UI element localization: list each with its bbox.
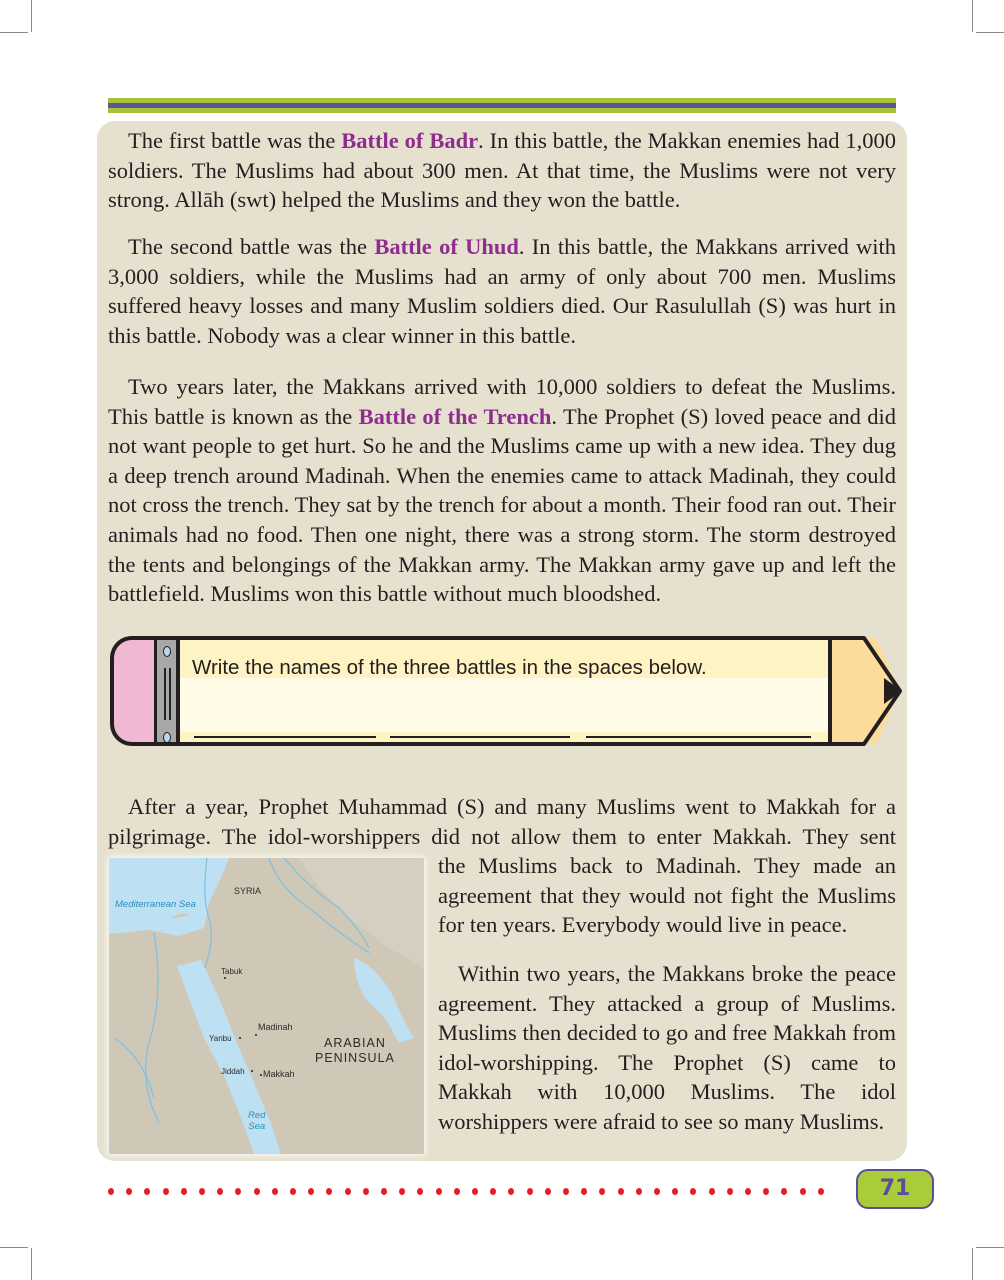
footer-dot <box>690 1188 696 1195</box>
footer-dot <box>490 1188 496 1195</box>
map-label-makkah: Makkah <box>263 1069 295 1079</box>
battle-badr-highlight: Battle of Badr <box>341 128 479 153</box>
paragraph-pilgrimage: After a year, Prophet Muhammad (S) and many Muslims went to Makkah for a pilgrimage. The idol-worshippers did not allow them to enter Makkah. They sent <box>108 794 896 849</box>
footer-dot <box>399 1188 405 1195</box>
footer-dot <box>763 1188 769 1195</box>
footer-dot <box>436 1188 442 1195</box>
footer-dot <box>636 1188 642 1195</box>
footer-dot <box>563 1188 569 1195</box>
footer-dot <box>290 1188 296 1195</box>
battle-uhud-highlight: Battle of Uhud <box>374 234 519 259</box>
footer-dot <box>818 1188 824 1195</box>
footer-dot <box>108 1188 114 1195</box>
footer-dot <box>508 1188 514 1195</box>
map-label-madinah: Madinah <box>258 1022 293 1032</box>
map-label-mediterranean: Mediterranean Sea <box>115 899 196 910</box>
footer-dot <box>654 1188 660 1195</box>
footer-dot <box>235 1188 241 1195</box>
page-number-badge: 71 <box>856 1169 934 1209</box>
footer-dot <box>417 1188 423 1195</box>
footer-dot <box>709 1188 715 1195</box>
crop-mark <box>976 32 1004 33</box>
paragraph-treaty: the Muslims back to Madinah. They made an agreement that they would not fight the Muslims for ten years. Everybody would live in peace. <box>438 853 896 938</box>
footer-dot <box>381 1188 387 1195</box>
footer-dot <box>472 1188 478 1195</box>
pencil-activity-box <box>110 636 900 748</box>
footer-dot <box>745 1188 751 1195</box>
paragraph-uhud: The second battle was the Battle of Uhud. In this battle, the Makkans arrived with 3,000 soldiers, while the Muslims had an army of only about 700 men. Muslims suffered heavy losses and many Muslim soldiers died. Our Rasulullah (S) was hurt in this battle. Nobody was a clear winner in this battle. <box>108 234 896 348</box>
footer-dot <box>800 1188 806 1195</box>
footer-dot <box>363 1188 369 1195</box>
footer-dot <box>199 1188 205 1195</box>
battle-trench-highlight: Battle of the Trench <box>358 403 552 429</box>
pencil-ferrule <box>154 636 180 746</box>
footer-dot <box>581 1188 587 1195</box>
map-label-red-sea: Red Sea <box>248 1110 266 1132</box>
footer-dot <box>272 1188 278 1195</box>
footer-dot <box>545 1188 551 1195</box>
paragraph-conquest: Within two years, the Makkans broke the peace agreement. They attacked a group of Muslims. Muslims then decided to go and free Makkah from idol-worshipping. The Prophet (S) came to Makkah with 10,000 Muslims. The idol worshippers were afraid to see so many Muslims. <box>438 961 896 1134</box>
answer-blank-3[interactable] <box>586 736 811 738</box>
arabia-map <box>109 858 424 1154</box>
crop-mark <box>972 0 973 32</box>
crop-mark <box>31 0 32 32</box>
map-label-syria: SYRIA <box>234 886 262 896</box>
footer-dot <box>163 1188 169 1195</box>
footer-dot <box>217 1188 223 1195</box>
map-label-tabuk: Tabuk <box>221 967 243 976</box>
footer-dot <box>727 1188 733 1195</box>
answer-blank-1[interactable] <box>194 736 376 738</box>
footer-dot <box>181 1188 187 1195</box>
pencil-tip-icon <box>826 636 902 746</box>
crop-mark <box>972 1248 973 1280</box>
footer-dot <box>326 1188 332 1195</box>
footer-dot <box>308 1188 314 1195</box>
map-label-jiddah: Jiddah <box>221 1067 245 1076</box>
footer-dot <box>454 1188 460 1195</box>
activity-prompt: Write the names of the three battles in the spaces below. <box>192 656 707 679</box>
footer-dotted-line <box>108 1188 838 1196</box>
crop-mark <box>31 1248 32 1280</box>
crop-mark <box>0 1247 28 1248</box>
footer-dot <box>126 1188 132 1195</box>
footer-dot <box>781 1188 787 1195</box>
pencil-eraser <box>110 636 154 746</box>
footer-dot <box>527 1188 533 1195</box>
footer-dot <box>144 1188 150 1195</box>
header-rule <box>108 98 896 114</box>
pencil-body <box>180 636 830 746</box>
paragraph-badr: The first battle was the Battle of Badr. In this battle, the Makkan enemies had 1,000 soldiers. The Muslims had about 300 men. At that time, the Muslims were not very strong. Allāh (swt) helped the Muslims and they won the battle. <box>108 128 896 213</box>
paragraph-trench: Two years later, the Makkans arrived with 10,000 soldiers to defeat the Muslims. This battle is known as the Battle of the Trench. The Prophet (S) loved peace and did not want people to get hurt. So he and the Muslims came up with a new idea. They dug a deep trench around Madinah. When the enemies came to attack Madinah, they could not cross the trench. They sat by the trench for about a month. Their food ran out. Their animals had no food. Then one night, there was a strong storm. The storm destroyed the tents and belongings of the Makkan army. The Makkan army gave up and left the battlefield. Muslims won this battle without much bloodshed. <box>108 374 896 607</box>
footer-dot <box>345 1188 351 1195</box>
crop-mark <box>976 1247 1004 1248</box>
footer-dot <box>618 1188 624 1195</box>
footer-dot <box>599 1188 605 1195</box>
map-label-yanbu: Yanbu <box>209 1034 232 1043</box>
answer-blank-2[interactable] <box>390 736 570 738</box>
map-label-arabian-peninsula: ARABIAN PENINSULA <box>315 1036 395 1065</box>
crop-mark <box>0 32 28 33</box>
footer-dot <box>254 1188 260 1195</box>
footer-dot <box>672 1188 678 1195</box>
